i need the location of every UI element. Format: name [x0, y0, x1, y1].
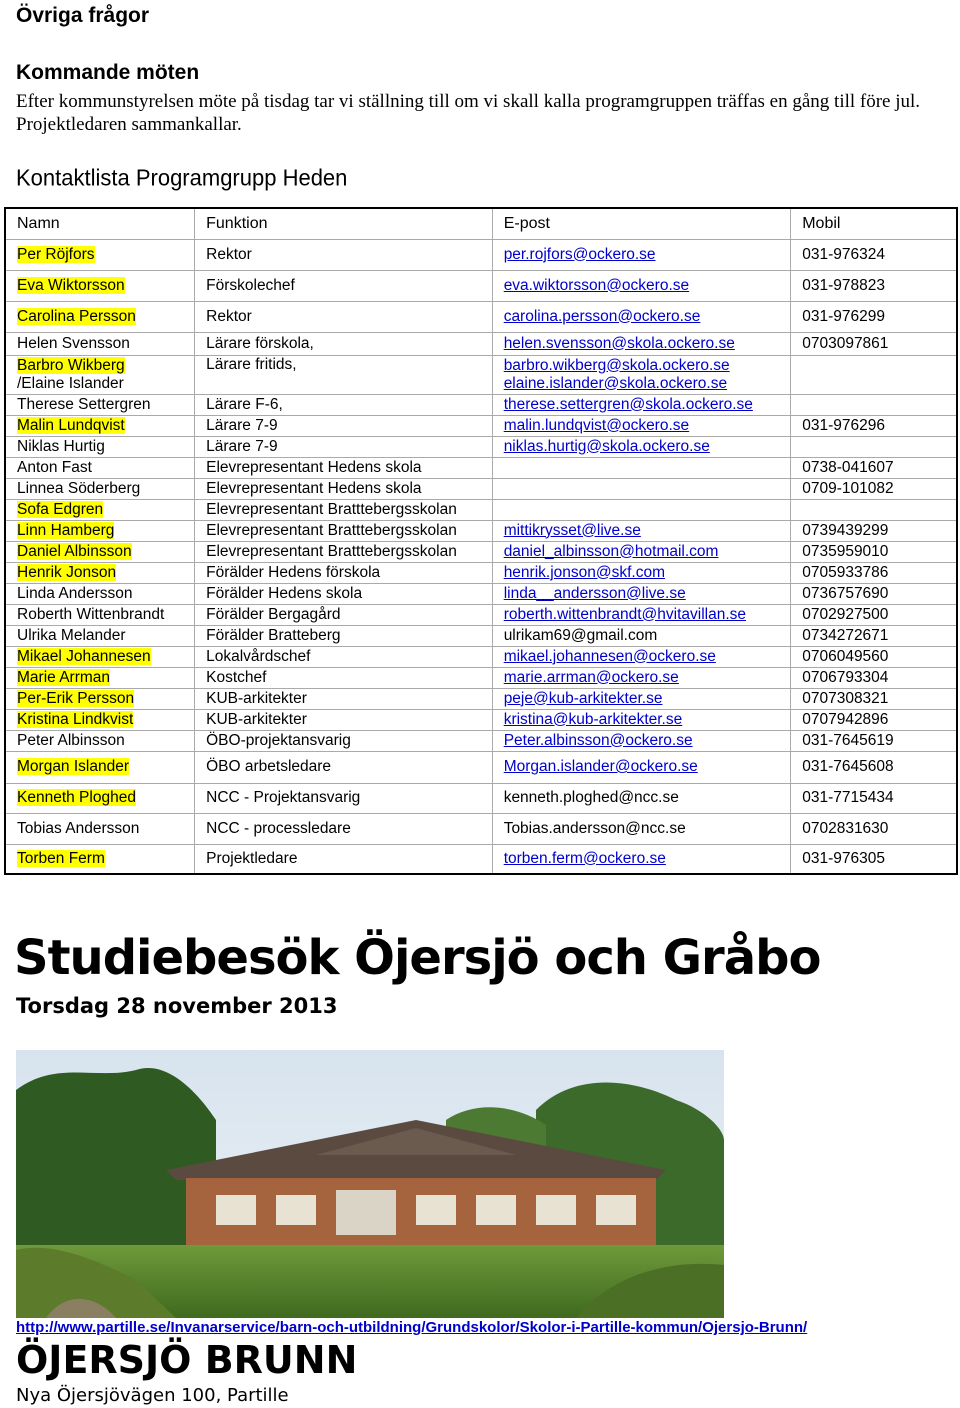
contact-email[interactable]	[492, 751, 791, 783]
contact-email	[492, 813, 791, 844]
email-link[interactable]: malin.lundqvist@ockero.se	[503, 416, 690, 434]
contact-email[interactable]	[492, 562, 791, 583]
contact-name-text	[17, 789, 194, 807]
contact-name	[5, 730, 195, 751]
email-link[interactable]: eva.wiktorsson@ockero.se	[503, 276, 690, 294]
contact-name	[5, 783, 195, 813]
column-header-epost: E-post	[492, 208, 791, 239]
contact-email[interactable]	[492, 646, 791, 667]
email-link[interactable]: mikael.johannesen@ockero.se	[503, 647, 716, 665]
contact-mobile	[791, 436, 957, 457]
contact-role: ÖBO arbetsledare	[195, 751, 493, 783]
table-row	[5, 604, 957, 625]
column-header-namn: Namn	[5, 208, 195, 239]
email-link[interactable]: linda__andersson@live.se	[503, 584, 686, 602]
contact-email[interactable]	[492, 270, 791, 301]
contact-role: Elevrepresentant Hedens skola	[195, 457, 493, 478]
contact-name	[5, 541, 195, 562]
contact-role: Lärare 7-9	[195, 436, 493, 457]
contact-mobile: 0738-041607	[791, 457, 957, 478]
contact-table	[4, 207, 958, 875]
table-row	[5, 332, 957, 355]
contact-role: Förälder Hedens förskola	[195, 562, 493, 583]
contact-mobile: 031-976324	[791, 239, 957, 270]
contact-name-text	[17, 543, 194, 561]
school-link[interactable]: http://www.partille.se/Invanarservice/barn-och-utbildning/Grundskolor/Skolor-i-Partille-kommun/Ojersjo-Brunn/	[16, 1319, 808, 1336]
contact-role: Elevrepresentant Hedens skola	[195, 478, 493, 499]
contact-name	[5, 270, 195, 301]
contact-role: NCC - Projektansvarig	[195, 783, 493, 813]
contact-role: Elevrepresentant Bratttebergsskolan	[195, 520, 493, 541]
email-link[interactable]: per.rojfors@ockero.se	[503, 245, 656, 263]
contact-name-text	[17, 711, 194, 729]
contact-mobile: 031-976305	[791, 844, 957, 874]
highlighted-name: Per-Erik Persson	[17, 689, 135, 707]
heading-contact-list: Kontaktlista Programgrupp Heden	[16, 164, 348, 191]
contact-mobile: 0702927500	[791, 604, 957, 625]
highlighted-name: Torben Ferm	[17, 849, 105, 867]
meeting-paragraph: Efter kommunstyrelsen möte på tisdag tar vi ställning till om vi skall kalla programgruppen träffas en gång till före jul. Projektledaren sammankallar.	[16, 91, 921, 135]
email-link[interactable]: helen.svensson@skola.ockero.se	[503, 334, 735, 352]
contact-role: Förskolechef	[195, 270, 493, 301]
contact-role: Rektor	[195, 301, 493, 332]
contact-mobile: 031-7645608	[791, 751, 957, 783]
contact-email	[492, 625, 791, 646]
contact-mobile: 0706049560	[791, 646, 957, 667]
email-link[interactable]: niklas.hurtig@skola.ockero.se	[503, 437, 710, 455]
contact-name-text: Roberth Wittenbrandt	[17, 605, 165, 623]
school-address: Nya Öjersjövägen 100, Partille	[16, 1385, 289, 1406]
contact-email	[492, 457, 791, 478]
contact-role: KUB-arkitekter	[195, 709, 493, 730]
contact-email[interactable]	[492, 541, 791, 562]
contact-name	[5, 813, 195, 844]
highlighted-name: Barbro Wikberg	[17, 356, 125, 374]
email-link: Tobias.andersson@ncc.se	[503, 819, 686, 837]
table-row	[5, 646, 957, 667]
contact-name-text: Ulrika Melander	[17, 626, 126, 644]
contact-role: Förälder Hedens skola	[195, 583, 493, 604]
table-row	[5, 478, 957, 499]
contact-email	[492, 478, 791, 499]
contact-mobile: 031-7715434	[791, 783, 957, 813]
contact-name-text: Linnea Söderberg	[17, 479, 141, 497]
contact-role: Kostchef	[195, 667, 493, 688]
table-row	[5, 394, 957, 415]
contact-role: Förälder Bergagård	[195, 604, 493, 625]
table-row	[5, 583, 957, 604]
table-row	[5, 562, 957, 583]
contact-name	[5, 239, 195, 270]
column-header-funktion: Funktion	[195, 208, 493, 239]
contact-name	[5, 604, 195, 625]
contact-mobile: 0739439299	[791, 520, 957, 541]
email-link[interactable]: barbro.wikberg@skola.ockero.se	[503, 356, 730, 374]
contact-email[interactable]	[492, 332, 791, 355]
contact-role: Projektledare	[195, 844, 493, 874]
school-name: ÖJERSJÖ BRUNN	[16, 1338, 358, 1382]
highlighted-name: Kristina Lindkvist	[17, 710, 134, 728]
table-row	[5, 239, 957, 270]
table-row	[5, 844, 957, 874]
contact-email[interactable]	[492, 709, 791, 730]
contact-table-body	[5, 239, 957, 874]
contact-name-text	[17, 648, 194, 666]
contact-name	[5, 562, 195, 583]
contact-name-text: Helen Svensson	[17, 334, 130, 352]
email-link[interactable]: daniel_albinsson@hotmail.com	[503, 542, 719, 560]
contact-name-text: Peter Albinsson	[17, 731, 125, 749]
table-row	[5, 688, 957, 709]
email-link[interactable]: roberth.wittenbrandt@hvitavillan.se	[503, 605, 747, 623]
contact-mobile: 0734272671	[791, 625, 957, 646]
contact-mobile: 0706793304	[791, 667, 957, 688]
contact-name	[5, 583, 195, 604]
contact-email	[492, 783, 791, 813]
contact-name-text: Tobias Andersson	[17, 819, 140, 837]
table-header-row	[5, 208, 957, 239]
table-row	[5, 541, 957, 562]
email-link[interactable]: kristina@kub-arkitekter.se	[503, 710, 683, 728]
table-row	[5, 520, 957, 541]
contact-email[interactable]	[492, 301, 791, 332]
contact-email[interactable]	[492, 730, 791, 751]
highlighted-name: Linn Hamberg	[17, 521, 115, 539]
table-row	[5, 355, 957, 394]
highlighted-name: Daniel Albinsson	[17, 542, 132, 560]
contact-name-text	[17, 690, 194, 708]
contact-role: Förälder Bratteberg	[195, 625, 493, 646]
contact-name-text	[17, 758, 194, 776]
table-row	[5, 270, 957, 301]
contact-role: Lärare förskola,	[195, 332, 493, 355]
table-row	[5, 783, 957, 813]
table-row	[5, 625, 957, 646]
contact-role: Rektor	[195, 239, 493, 270]
contact-role: NCC - processledare	[195, 813, 493, 844]
contact-name-text	[17, 277, 194, 295]
contact-mobile: 0735959010	[791, 541, 957, 562]
table-row	[5, 415, 957, 436]
contact-mobile: 031-976299	[791, 301, 957, 332]
contact-name-text	[17, 522, 194, 540]
contact-email[interactable]	[492, 583, 791, 604]
contact-name	[5, 709, 195, 730]
contact-role: Lokalvårdschef	[195, 646, 493, 667]
email-link: kenneth.ploghed@ncc.se	[503, 789, 679, 806]
contact-name	[5, 301, 195, 332]
highlighted-name: Malin Lundqvist	[17, 416, 125, 434]
highlighted-name: Eva Wiktorsson	[17, 276, 125, 294]
contact-name-text: Linda Andersson	[17, 584, 133, 602]
contact-name	[5, 751, 195, 783]
contact-name-text: Anton Fast	[17, 458, 92, 476]
table-row	[5, 751, 957, 783]
contact-role: Lärare F-6,	[195, 394, 493, 415]
heading-studiebesok: Studiebesök Öjersjö och Gråbo	[14, 930, 821, 986]
contact-email[interactable]	[492, 415, 791, 436]
contact-name-text: Niklas Hurtig	[17, 437, 105, 455]
contact-name-text	[17, 501, 194, 519]
contact-email[interactable]	[492, 667, 791, 688]
table-row	[5, 813, 957, 844]
email-link[interactable]: Morgan.islander@ockero.se	[503, 758, 698, 775]
email-link[interactable]: therese.settergren@skola.ockero.se	[503, 395, 753, 413]
contact-name-text: Therese Settergren	[17, 395, 151, 413]
contact-email[interactable]	[492, 239, 791, 270]
contact-name	[5, 667, 195, 688]
contact-mobile: 031-7645619	[791, 730, 957, 751]
email-link[interactable]: carolina.persson@ockero.se	[503, 307, 701, 325]
contact-name-text	[17, 850, 194, 868]
contact-mobile: 0705933786	[791, 562, 957, 583]
highlighted-name: Carolina Persson	[17, 307, 136, 325]
email-link[interactable]: elaine.islander@skola.ockero.se	[503, 374, 728, 392]
contact-email[interactable]	[492, 604, 791, 625]
contact-name-text	[17, 246, 194, 264]
contact-name-text	[17, 417, 194, 435]
table-row	[5, 730, 957, 751]
contact-name	[5, 355, 195, 394]
school-building-image	[16, 1050, 724, 1318]
contact-name	[5, 646, 195, 667]
email-link[interactable]: mittikrysset@live.se	[503, 521, 641, 539]
highlighted-name: Kenneth Ploghed	[17, 789, 136, 806]
contact-name-text	[17, 564, 194, 582]
contact-name-text	[17, 669, 194, 687]
highlighted-name: Sofa Edgren	[17, 500, 104, 518]
contact-role: Lärare 7-9	[195, 415, 493, 436]
table-row	[5, 709, 957, 730]
contact-email[interactable]	[492, 844, 791, 874]
contact-email[interactable]	[492, 436, 791, 457]
contact-name	[5, 457, 195, 478]
contact-name	[5, 478, 195, 499]
highlighted-name: Per Röjfors	[17, 245, 95, 263]
contact-role: Lärare fritids,	[195, 355, 493, 394]
contact-role: Elevrepresentant Bratttebergsskolan	[195, 541, 493, 562]
email-link[interactable]: torben.ferm@ockero.se	[503, 849, 666, 867]
contact-email	[492, 499, 791, 520]
contact-name	[5, 499, 195, 520]
table-row	[5, 457, 957, 478]
contact-name	[5, 394, 195, 415]
contact-name	[5, 688, 195, 709]
email-link[interactable]: henrik.jonson@skf.com	[503, 563, 666, 581]
email-link: ulrikam69@gmail.com	[503, 626, 658, 644]
highlighted-name: Henrik Jonson	[17, 563, 117, 581]
email-link[interactable]: marie.arrman@ockero.se	[503, 668, 679, 686]
school-photo	[16, 1050, 724, 1318]
heading-kommande-moten: Kommande möten	[16, 61, 200, 84]
table-row	[5, 499, 957, 520]
contact-mobile: 031-976296	[791, 415, 957, 436]
contact-mobile	[791, 355, 957, 394]
contact-mobile: 0707942896	[791, 709, 957, 730]
table-row	[5, 436, 957, 457]
contact-name	[5, 415, 195, 436]
contact-name	[5, 436, 195, 457]
visit-date: Torsdag 28 november 2013	[16, 994, 338, 1018]
table-row	[5, 667, 957, 688]
contact-name	[5, 625, 195, 646]
contact-role: Elevrepresentant Bratttebergsskolan	[195, 499, 493, 520]
contact-mobile: 0736757690	[791, 583, 957, 604]
contact-email[interactable]	[492, 520, 791, 541]
table-row	[5, 301, 957, 332]
email-link[interactable]: peje@kub-arkitekter.se	[503, 689, 663, 707]
contact-mobile: 0703097861	[791, 332, 957, 355]
contact-role: ÖBO-projektansvarig	[195, 730, 493, 751]
highlighted-name: Marie Arrman	[17, 668, 111, 686]
contact-mobile	[791, 499, 957, 520]
contact-mobile: 0709-101082	[791, 478, 957, 499]
contact-name-text	[17, 308, 194, 326]
column-header-mobil: Mobil	[791, 208, 957, 239]
contact-name-text	[17, 357, 194, 375]
contact-mobile: 0707308321	[791, 688, 957, 709]
heading-ovriga-fragor: Övriga frågor	[16, 4, 150, 27]
contact-name	[5, 844, 195, 874]
contact-email[interactable]	[492, 355, 791, 394]
contact-name	[5, 520, 195, 541]
contact-name-text: /Elaine Islander	[17, 374, 124, 392]
contact-name	[5, 332, 195, 355]
contact-role: KUB-arkitekter	[195, 688, 493, 709]
contact-mobile: 0702831630	[791, 813, 957, 844]
email-link[interactable]: Peter.albinsson@ockero.se	[503, 731, 693, 749]
contact-mobile	[791, 394, 957, 415]
contact-mobile: 031-978823	[791, 270, 957, 301]
highlighted-name: Morgan Islander	[17, 758, 130, 775]
contact-email[interactable]	[492, 394, 791, 415]
contact-email[interactable]	[492, 688, 791, 709]
highlighted-name: Mikael Johannesen	[17, 647, 151, 665]
